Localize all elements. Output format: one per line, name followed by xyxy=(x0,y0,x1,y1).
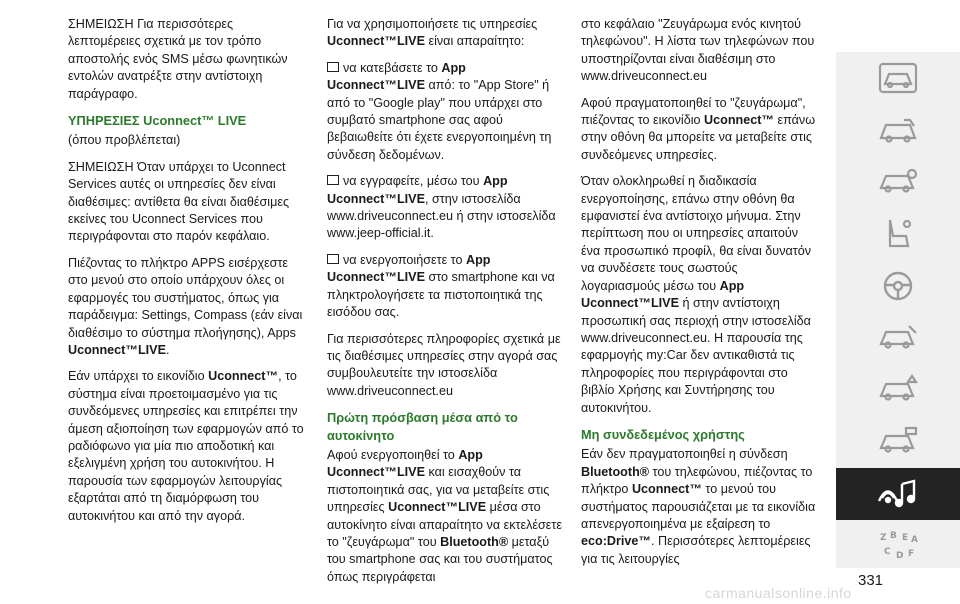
paragraph: Για να χρησιμοποιήσετε τις υπηρεσίες Uconnect™LIVE είναι απαραίτητο: xyxy=(327,17,538,49)
section-heading: Μη συνδεδεμένος χρήστης xyxy=(581,426,745,442)
svg-text:E: E xyxy=(902,533,909,543)
paragraph: Αφού πραγματοποιηθεί το "ζευγάρωμα", πιέζοντας το εικονίδιο Uconnect™ επάνω στην οθόνη θα μπορείτε να μεταβείτε στις συνδεόμενες υπηρεσίες. xyxy=(581,95,816,162)
paragraph: ΣΗΜΕΙΩΣΗ Όταν υπάρχει το Uconnect Services αυτές οι υπηρεσίες δεν είναι διαθέσιμες: αντίθετα θα είναι διαθέσιμες εκείνες του Uconnect Services που περιγράφονται στο παρόν κεφάλαιο. xyxy=(68,159,290,244)
car-spec-icon xyxy=(876,424,920,460)
svg-text:C: C xyxy=(884,547,891,557)
car-key-icon xyxy=(876,164,920,200)
bullet-box-icon xyxy=(327,175,339,185)
svg-text:Z: Z xyxy=(880,533,887,543)
paragraph: Εάν δεν πραγματοποιηθεί η σύνδεση Bluetooth® του τηλεφώνου, πιέζοντας το πλήκτρο Uconnect™ το μενού του συστήματος παρουσιάζεται με τα εικονίδια απενεργοποιημένα με εξαίρεση το eco:Drive™. Περισσότερες λεπτομέρειες για τις λειτουργίες xyxy=(581,447,816,566)
paragraph: (όπου προβλέπεται) xyxy=(68,133,181,148)
text-column-3 xyxy=(581,16,819,577)
section-heading: ΥΠΗΡΕΣΙΕΣ Uconnect™ LIVE xyxy=(68,113,247,129)
tab-car-warning[interactable] xyxy=(836,104,960,156)
bullet-box-icon xyxy=(327,254,339,264)
car-breakdown-icon xyxy=(876,372,920,408)
svg-text:F: F xyxy=(908,549,915,559)
paragraph: Εάν υπάρχει το εικονίδιο Uconnect™, το σύστημα είναι προετοιμασμένο για τις συνδεόμενες υπηρεσίες και επιτρέπει την άμεση αξιοποίηση των εφαρμογών από το ραδιόφωνο για μία πιο αποδοτική και εξελιγμένη χρήση του αυτοκινήτου. Η παρουσία των εφαρμογών λειτουργίας εξαρτάται από τη διαμόρφωση του αυτοκινήτου και από την αγορά. xyxy=(68,369,304,523)
car-wrench-icon xyxy=(876,320,920,356)
tab-alphabet-index[interactable] xyxy=(836,520,960,572)
tab-multimedia[interactable] xyxy=(836,468,960,520)
bullet-item: να εγγραφείτε, μέσω του App Uconnect™LIVE, στην ιστοσελίδα www.driveuconnect.eu ή στην ιστοσελίδα www.jeep-official.it. xyxy=(327,174,556,241)
multimedia-icon xyxy=(876,476,920,512)
tab-car-info[interactable] xyxy=(836,52,960,104)
tab-steering-wheel[interactable] xyxy=(836,260,960,312)
tab-car-wrench[interactable] xyxy=(836,312,960,364)
paragraph: Όταν ολοκληρωθεί η διαδικασία ενεργοποίησης, επάνω στην οθόνη θα εμφανιστεί ένα αντίστοιχο μήνυμα. Στην περίπτωση που οι υπηρεσίες απαιτούν ένα προσωπικό προφίλ, θα είναι δυνατόν να συνδέσετε τους σωστούς λογαριασμούς μέσω του App Uconnect™LIVE ή στην αντίστοιχη προσωπική σας περιοχή στην ιστοσελίδα www.driveuconnect.eu. Η παρουσία της εφαρμογής my:Car δεν αντικαθιστά τις πληροφορίες που περιγράφονται στο βιβλίο Χρήσης και Συντήρησης του αυτοκινήτου. xyxy=(581,174,812,415)
tab-car-key[interactable] xyxy=(836,156,960,208)
paragraph: Αφού ενεργοποιηθεί το App Uconnect™LIVE και εισαχθούν τα πιστοποιητικά σας, για να μεταβείτε στις υπηρεσίες Uconnect™LIVE μέσα στο αυτοκίνητο είναι απαραίτητο να εκτελέσετε το "ζευγάρωμα" του Bluetooth® μεταξύ του smartphone σας και του συστήματος όπως περιγράφεται xyxy=(327,447,563,584)
car-warning-icon xyxy=(876,112,920,148)
bullet-item: να κατεβάσετε το App Uconnect™LIVE από: το "App Store" ή από το "Google play" που υπάρχει στο συμβατό smartphone σας αφού βεβαιωθείτε ότι έχετε ενεργοποιημένη τη σύνδεση δεδομένων. xyxy=(327,60,552,162)
bullet-item: να ενεργοποιήσετε το App Uconnect™LIVE στο smartphone και να πληκτρολογήσετε τα πιστοποιητικά της εισόδου σας. xyxy=(327,252,555,320)
seat-icon xyxy=(876,216,920,252)
watermark: carmanualsonline.info xyxy=(705,585,852,601)
steering-wheel-icon xyxy=(876,268,920,304)
svg-text:B: B xyxy=(890,531,897,541)
paragraph: στο κεφάλαιο "Ζευγάρωμα ενός κινητού τηλεφώνου". Η λίστα των τηλεφώνων που υποστηρίζονται είναι διαθέσιμη στο www.driveuconnect.eu xyxy=(581,17,815,84)
tab-seat[interactable] xyxy=(836,208,960,260)
svg-text:A: A xyxy=(911,535,918,545)
paragraph: Πιέζοντας το πλήκτρο APPS εισέρχεστε στο μενού στο οποίο υπάρχουν όλες οι εφαρμογές του συστήματος, όπως για παράδειγμα: Settings, Compass (εάν είναι διαθέσιμο το σύστημα πλοήγησης), Apps Uconnect™LIVE. xyxy=(68,255,303,357)
page-number: 331 xyxy=(858,572,884,589)
car-info-icon xyxy=(876,60,920,96)
section-heading: Πρώτη πρόσβαση μέσα από το αυτοκίνητο xyxy=(327,410,518,443)
bullet-box-icon xyxy=(327,62,339,72)
tab-car-breakdown[interactable] xyxy=(836,364,960,416)
paragraph: ΣΗΜΕΙΩΣΗ Για περισσότερες λεπτομέρειες σχετικά με τον τρόπο αποστολής ενός SMS μέσω φωνητικών εντολών ανατρέξτε στην αντίστοιχη παράγραφο. xyxy=(68,17,288,101)
svg-text:D: D xyxy=(896,551,904,561)
tab-car-spec[interactable] xyxy=(836,416,960,468)
text-column-2 xyxy=(327,16,562,595)
paragraph: Για περισσότερες πληροφορίες σχετικά με τις διαθέσιμες υπηρεσίες στην αγορά σας συμβουλευτείτε την ιστοσελίδα www.driveuconnect.eu xyxy=(327,331,561,398)
alphabet-index-icon xyxy=(876,528,920,564)
text-column-1 xyxy=(68,16,308,534)
